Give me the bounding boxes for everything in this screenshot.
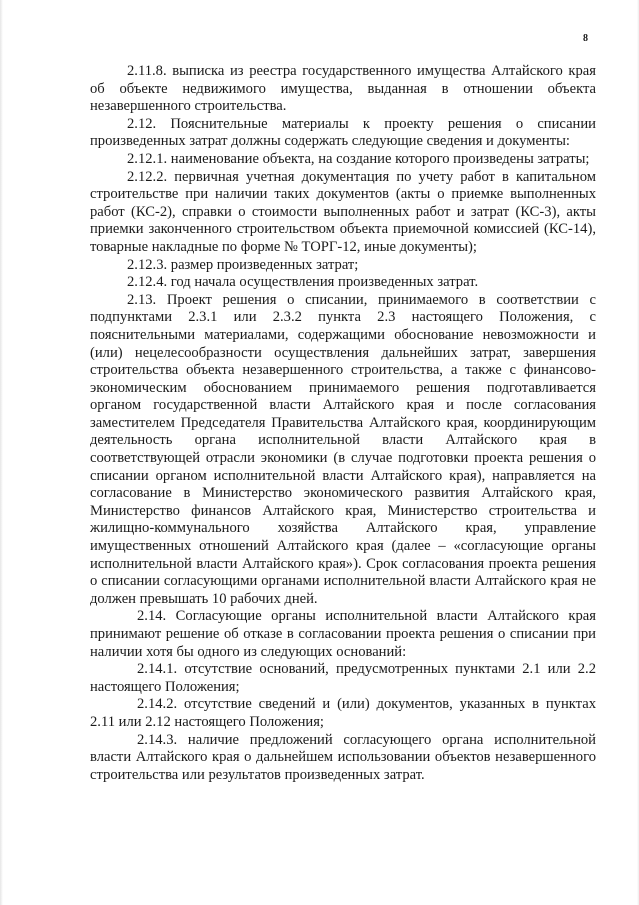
paragraph-2-12-1: 2.12.1. наименование объекта, на создание которого произведены затраты; (127, 150, 590, 167)
paragraph-2-12: 2.12. Пояснительные материалы к проекту решения о списании произведенных затрат должны содержать следующие сведения и документы: (90, 115, 596, 150)
paragraph-2-14-3: 2.14.3. наличие предложений согласующего органа исполнительной власти Алтайского края о дальнейшем использовании объектов незавершенного строительства или результатов произведенных затрат. (90, 731, 596, 783)
paragraph-2-14: 2.14. Согласующие органы исполнительной власти Алтайского края принимают решение об отказе в согласовании проекта решения о списании при наличии хотя бы одного из следующих оснований: (90, 608, 596, 660)
paragraph-2-14-2: 2.14.2. отсутствие сведений и (или) документов, указанных в пунктах 2.11 или 2.12 настоящего Положения; (90, 696, 596, 730)
scan-edge-left (0, 0, 3, 905)
paragraph-2-12-4: 2.12.4. год начала осуществления произведенных затрат. (127, 274, 479, 291)
paragraph-2-12-2: 2.12.2. первичная учетная документация по учету работ в капитальном строительстве при наличии таких документов (акты о приемке выполненных работ (КС-2), справки о стоимости выполненных работ и затрат (КС-3), акты приемки законченного строительством объекта приемочной комиссией (КС-14), товарные накладные по форме № ТОРГ-12, иные документы); (90, 168, 596, 255)
document-body (90, 63, 596, 784)
paragraph-2-13: 2.13. Проект решения о списании, принимаемого в соответствии с подпунктами 2.3.1 или 2.3.2 пункта 2.3 настоящего Положения, с пояснительными материалами, содержащими обоснование невозможности и (или) нецелесообразности осуществления дальнейших затрат, завершения строительства объекта незавершенного строительства, а также с финансово-экономическим обоснованием принимаемого решения подготавливается органом государственной власти Алтайского края и после согласования заместителем Председателя Правительства Алтайского края, координирующим деятельность органа исполнительной власти Алтайского края в соответствующей отрасли экономики (в случае подготовки проекта решения о списании органом исполнительной власти Алтайского края), направляется на согласование в Министерство экономического развития Алтайского края, Министерство финансов Алтайского края, Министерство строительства и жилищно-коммунального хозяйства Алтайского края, управление имущественных отношений Алтайского края (далее – «согласующие органы исполнительной власти Алтайского края»). Срок согласования проекта решения о списании согласующими органами исполнительной власти Алтайского края не должен превышать 10 рабочих дней. (90, 291, 596, 607)
paragraph-2-11-8: 2.11.8. выписка из реестра государственного имущества Алтайского края об объекте недвижимого имущества, выданная в отношении объекта незавершенного строительства. (90, 63, 596, 115)
paragraph-2-14-1: 2.14.1. отсутствие оснований, предусмотренных пунктами 2.1 или 2.2 настоящего Положения; (90, 661, 596, 695)
paragraph-2-12-3: 2.12.3. размер произведенных затрат; (127, 256, 359, 273)
page-number: 8 (583, 33, 588, 44)
